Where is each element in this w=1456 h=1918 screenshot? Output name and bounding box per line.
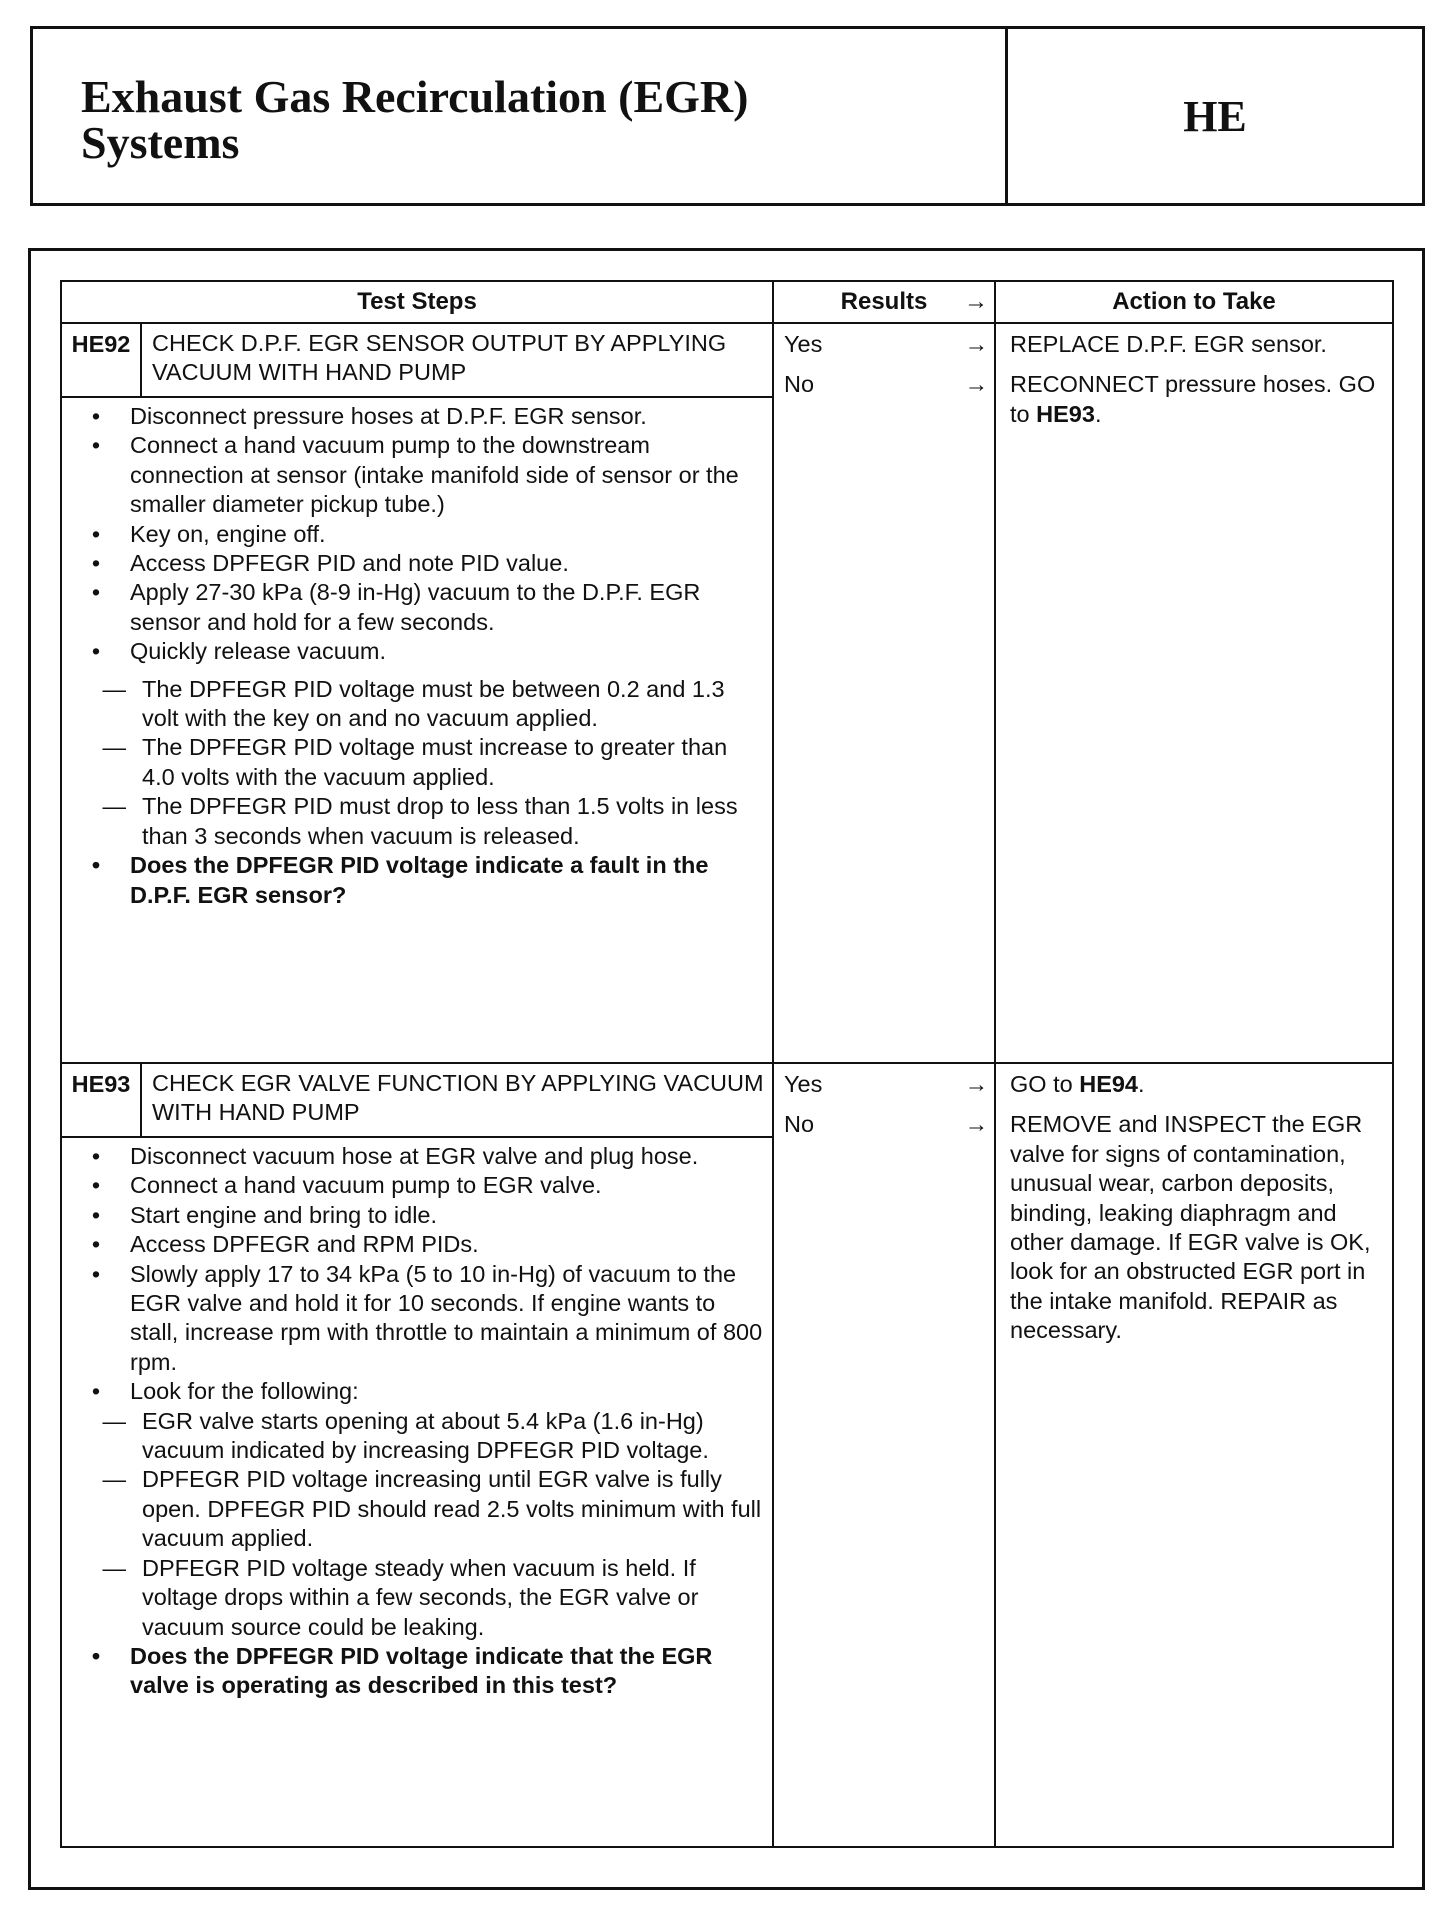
col-header-results-label: Results xyxy=(840,288,928,316)
sub-list-item xyxy=(62,733,764,792)
action-text xyxy=(1010,370,1386,429)
action-text xyxy=(1010,1110,1386,1345)
result-row xyxy=(784,370,988,410)
action-text-after: . xyxy=(1138,1071,1145,1097)
list-item xyxy=(62,402,764,431)
action-cell xyxy=(995,323,1393,1063)
list-item xyxy=(62,1230,764,1259)
bullet-marker: • xyxy=(91,403,101,429)
action-cell xyxy=(995,1063,1393,1847)
action-text xyxy=(1010,1070,1386,1099)
bullet-marker: • xyxy=(91,1231,101,1258)
list-item xyxy=(62,637,764,666)
list-item-text: Connect a hand vacuum pump to EGR valve. xyxy=(130,1172,602,1199)
list-item-text: Quickly release vacuum. xyxy=(130,638,386,665)
bullet-marker: • xyxy=(91,1260,101,1287)
sub-list-item xyxy=(62,1407,764,1466)
dash-marker: — xyxy=(102,675,126,702)
result-label: No xyxy=(784,371,815,397)
step-instructions xyxy=(61,1137,773,1847)
dash-marker: — xyxy=(102,1407,126,1434)
sub-list-item-text: DPFEGR PID voltage increasing until EGR valve is fully open. DPFEGR PID should read 2.5 volts minimum with full vacuum applied. xyxy=(142,1466,762,1552)
list-item xyxy=(62,578,764,637)
arrow-right-icon: → xyxy=(964,1071,988,1097)
action-text-plain: REMOVE and INSPECT the EGR valve for signs of contamination, unusual wear, carbon deposits, binding, leaking diaphragm and other damage. If EGR valve is OK, look for an obstructed EGR port in the intake manifold. REPAIR as necessary. xyxy=(1010,1111,1371,1344)
bullet-marker: • xyxy=(91,520,101,547)
sub-list-item-text: EGR valve starts opening at about 5.4 kPa (1.6 in-Hg) vacuum indicated by increasing DPFEGR PID voltage. xyxy=(142,1407,709,1464)
list-item-text: Key on, engine off. xyxy=(130,520,326,547)
list-item xyxy=(62,1377,764,1406)
step-title-row xyxy=(61,1063,1393,1137)
sub-list-item xyxy=(62,1465,764,1553)
bullet-marker: • xyxy=(91,1143,101,1169)
list-item-text: Start engine and bring to idle. xyxy=(130,1201,438,1228)
page-title-line1: Exhaust Gas Recirculation (EGR) xyxy=(81,71,749,122)
result-label: No xyxy=(784,1111,815,1137)
col-header-results xyxy=(773,281,995,323)
step-instructions xyxy=(61,397,773,1063)
bullet-marker: • xyxy=(91,1378,101,1405)
list-item-text: Look for the following: xyxy=(130,1378,359,1405)
section-code: HE xyxy=(1183,91,1247,141)
list-item xyxy=(62,1142,764,1171)
step-question: Does the DPFEGR PID voltage indicate that the EGR valve is operating as described in this test? xyxy=(130,1642,713,1699)
table-header-row xyxy=(61,281,1393,323)
dash-marker: — xyxy=(102,1466,126,1493)
dash-marker: — xyxy=(102,734,126,761)
col-header-action: Action to Take xyxy=(995,281,1393,323)
bullet-marker: • xyxy=(91,852,101,879)
result-label: Yes xyxy=(784,331,823,357)
sub-list-item xyxy=(62,1554,764,1642)
col-header-test-steps: Test Steps xyxy=(61,281,773,323)
bullet-marker: • xyxy=(91,1642,101,1669)
step-title: CHECK EGR VALVE FUNCTION BY APPLYING VACUUM WITH HAND PUMP xyxy=(141,1063,773,1137)
dash-marker: — xyxy=(102,793,126,820)
list-item-text: Disconnect vacuum hose at EGR valve and plug hose. xyxy=(130,1143,699,1169)
sub-list-item-text: The DPFEGR PID voltage must be between 0.2 and 1.3 volt with the key on and no vacuum applied. xyxy=(142,675,725,732)
result-label: Yes xyxy=(784,1071,823,1097)
sub-list-item-text: DPFEGR PID voltage steady when vacuum is held. If voltage drops within a few seconds, the EGR valve or vacuum source could be leaking. xyxy=(142,1554,699,1640)
list-item xyxy=(62,431,764,519)
list-item xyxy=(62,1201,764,1230)
list-item-text: Disconnect pressure hoses at D.P.F. EGR sensor. xyxy=(130,403,647,429)
step-question: Does the DPFEGR PID voltage indicate a fault in the D.P.F. EGR sensor? xyxy=(130,852,709,908)
list-item xyxy=(62,520,764,549)
action-step-ref: HE93 xyxy=(1036,400,1095,427)
action-text-plain: GO to xyxy=(1010,1071,1073,1097)
bullet-marker: • xyxy=(91,432,101,459)
sub-list-item xyxy=(62,792,764,851)
page-title-line2: Systems xyxy=(81,117,240,168)
arrow-right-icon: → xyxy=(964,331,988,357)
sub-list-item-text: The DPFEGR PID must drop to less than 1.5 volts in less than 3 seconds when vacuum is released. xyxy=(142,793,738,849)
list-item-text: Access DPFEGR and RPM PIDs. xyxy=(130,1231,479,1258)
arrow-right-icon: → xyxy=(964,288,988,315)
list-item xyxy=(62,549,764,578)
bullet-marker: • xyxy=(91,1172,101,1199)
list-item xyxy=(62,851,764,910)
dash-marker: — xyxy=(102,1554,126,1581)
list-item xyxy=(62,1171,764,1200)
sub-list-item xyxy=(62,675,764,734)
list-item-text: Access DPFEGR PID and note PID value. xyxy=(130,550,569,577)
action-step-ref: HE94 xyxy=(1079,1071,1139,1097)
list-item xyxy=(62,1260,764,1378)
result-row xyxy=(784,330,988,370)
diagnostic-table xyxy=(60,280,1394,1848)
step-code: HE93 xyxy=(61,1063,141,1137)
result-row xyxy=(784,1110,988,1150)
action-text-plain: REPLACE D.P.F. EGR sensor. xyxy=(1010,331,1327,357)
list-item xyxy=(62,1642,764,1701)
action-text xyxy=(1010,330,1386,359)
page-header xyxy=(30,26,1425,206)
sub-list-item-text: The DPFEGR PID voltage must increase to greater than 4.0 volts with the vacuum applied. xyxy=(142,734,728,790)
result-row xyxy=(784,1070,988,1110)
action-text-plain: RECONNECT pressure hoses. GO to xyxy=(1010,371,1376,427)
step-code: HE92 xyxy=(61,323,141,397)
results-cell xyxy=(773,323,995,1063)
bullet-marker: • xyxy=(91,579,101,606)
step-title-row xyxy=(61,323,1393,397)
bullet-marker: • xyxy=(91,550,101,577)
list-item-text: Connect a hand vacuum pump to the downstream connection at sensor (intake manifold side of sensor or the smaller diameter pickup tube.) xyxy=(130,432,739,518)
list-item-text: Slowly apply 17 to 34 kPa (5 to 10 in-Hg) of vacuum to the EGR valve and hold it for 10 seconds. If engine wants to stall, increase rpm with throttle to maintain a minimum of 800 rpm. xyxy=(130,1260,763,1375)
action-text-after: . xyxy=(1094,400,1102,427)
bullet-marker: • xyxy=(91,1201,101,1228)
arrow-right-icon: → xyxy=(964,371,988,397)
arrow-right-icon: → xyxy=(964,1111,988,1137)
list-item-text: Apply 27-30 kPa (8-9 in-Hg) vacuum to the D.P.F. EGR sensor and hold for a few seconds. xyxy=(130,579,701,635)
page-title xyxy=(33,29,1008,203)
bullet-marker: • xyxy=(91,638,101,665)
results-cell xyxy=(773,1063,995,1847)
step-title: CHECK D.P.F. EGR SENSOR OUTPUT BY APPLYING VACUUM WITH HAND PUMP xyxy=(141,323,773,397)
